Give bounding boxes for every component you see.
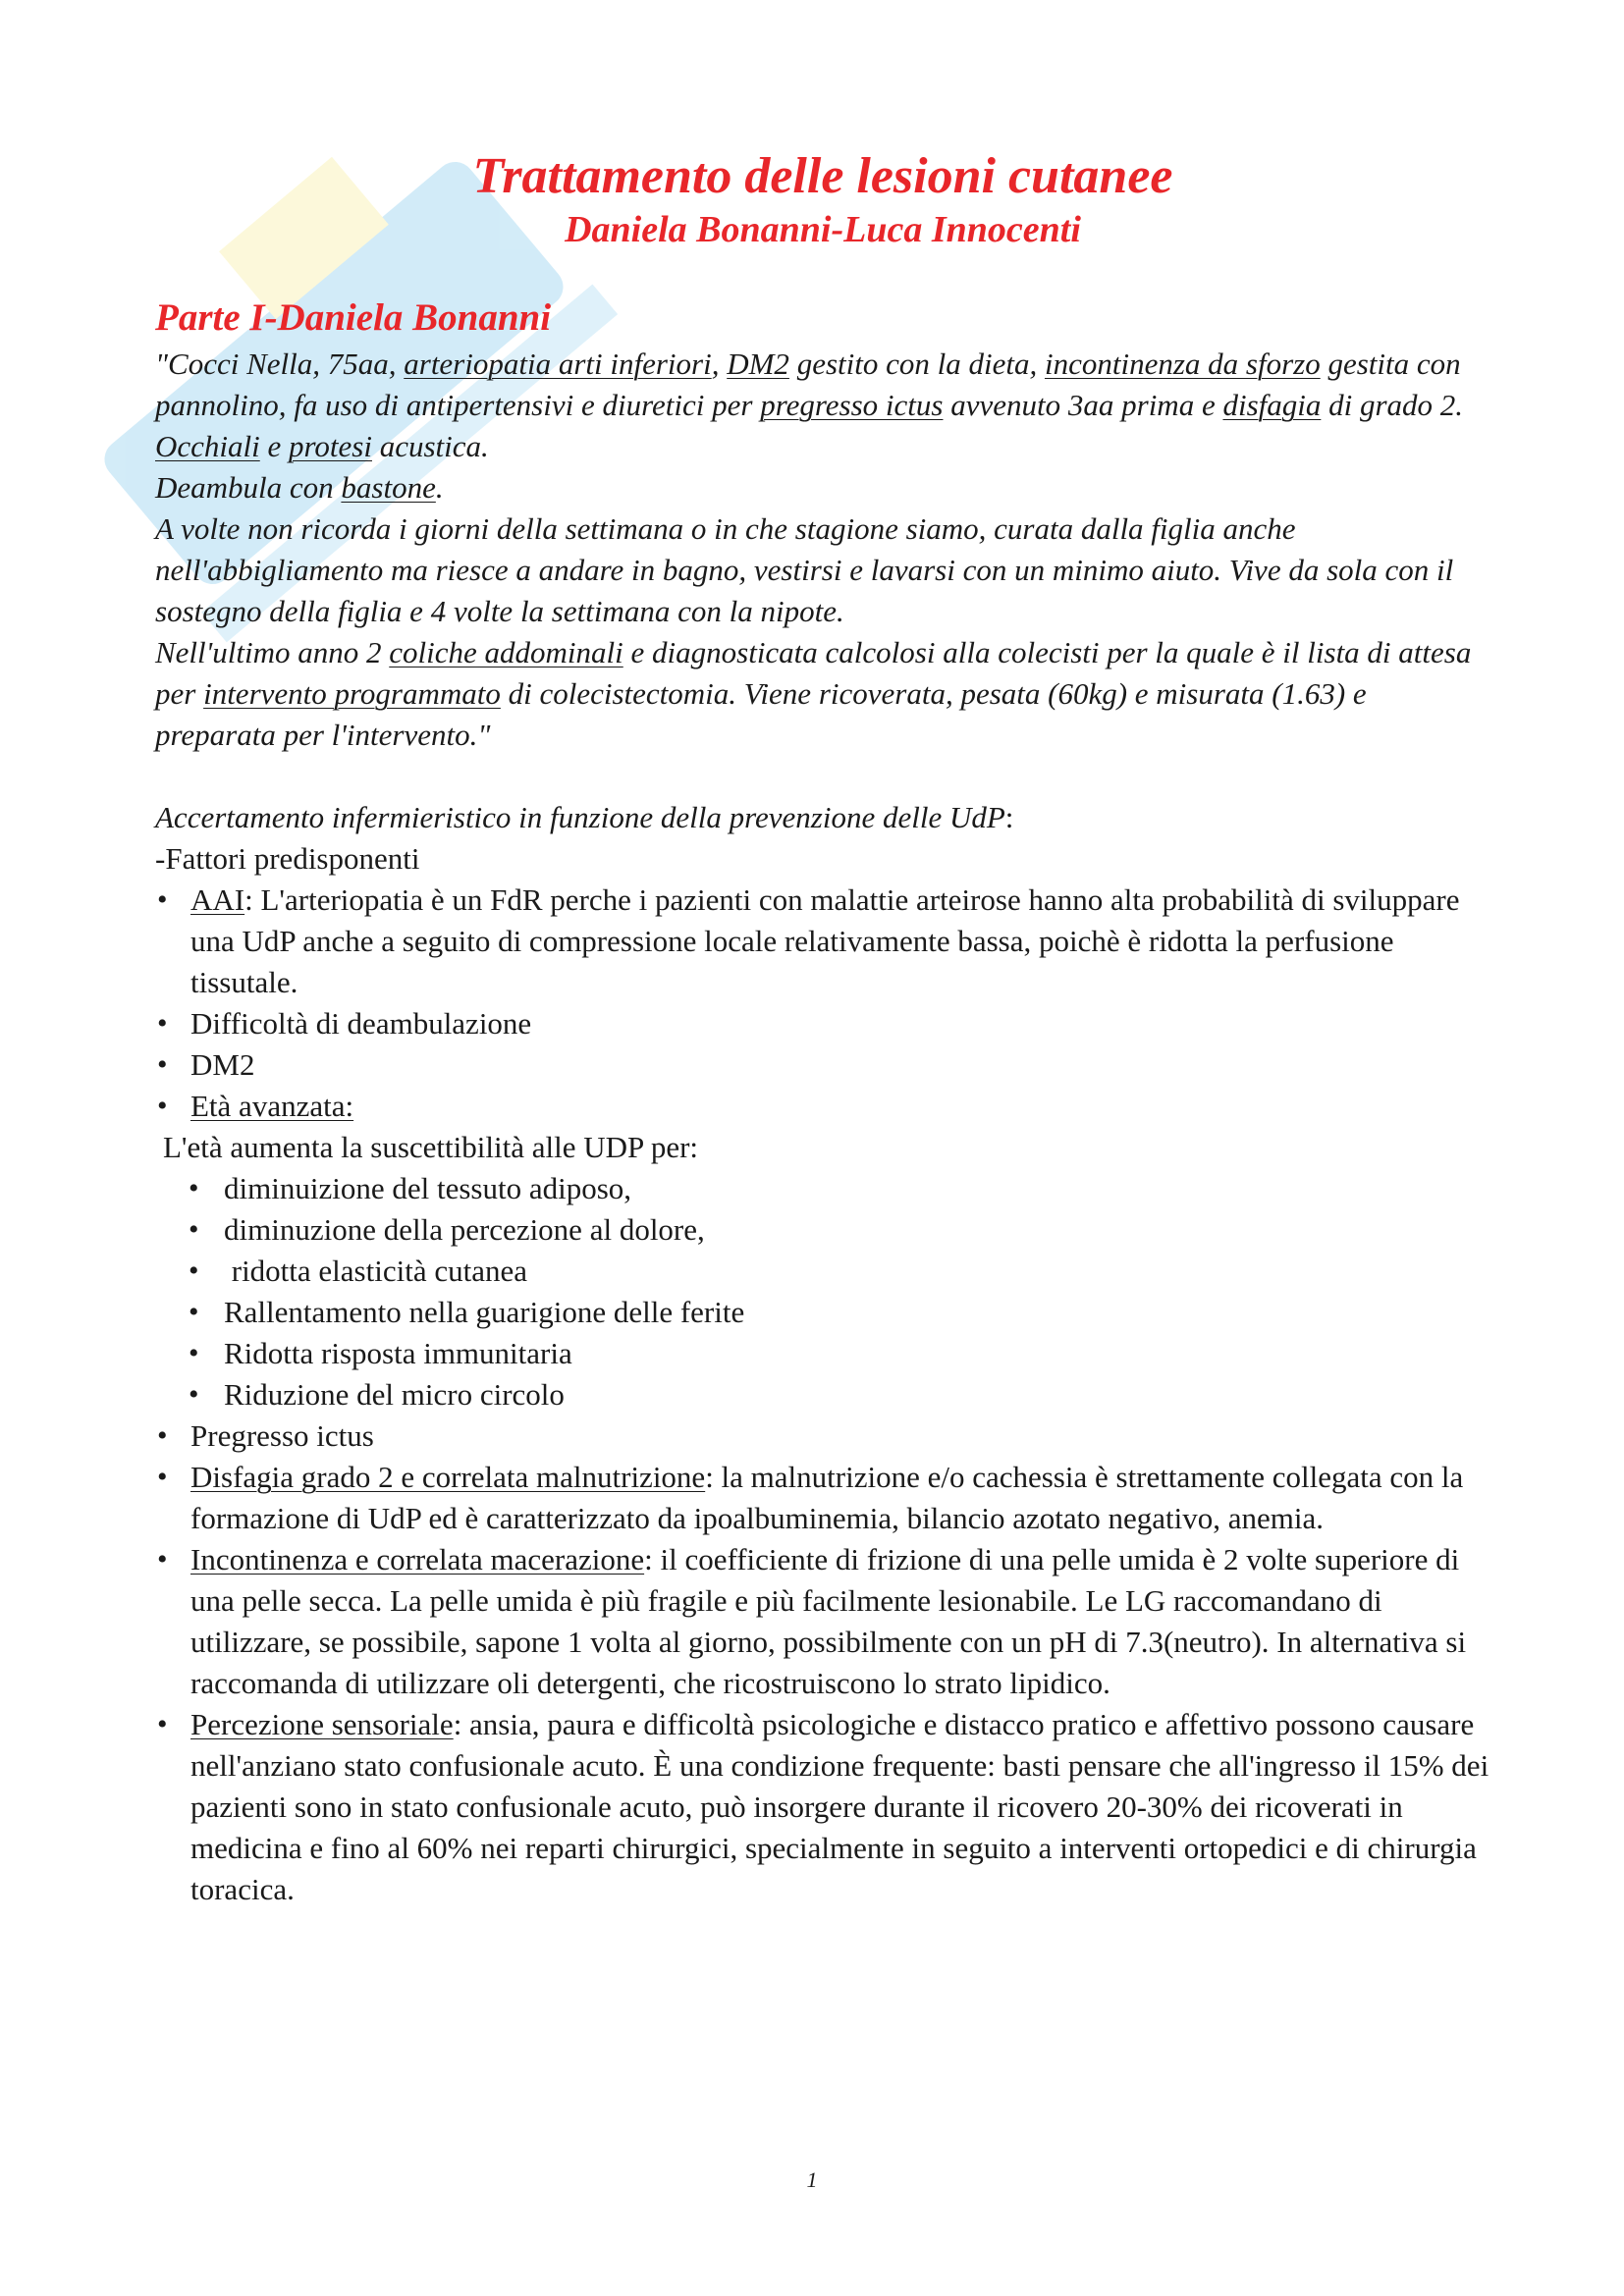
underlined-term: coliche addominali	[389, 635, 623, 669]
list-item: • Riduzione del micro circolo	[224, 1374, 1490, 1415]
document-authors: Daniela Bonanni-Luca Innocenti	[565, 209, 1081, 250]
list-item: • Età avanzata:	[155, 1086, 1490, 1127]
underlined-term: DM2	[727, 347, 789, 381]
risk-factors-list-continued	[155, 1415, 1490, 1910]
underlined-term: disfagia	[1222, 388, 1322, 422]
case-description	[155, 344, 1490, 756]
risk-factors-list	[155, 880, 1490, 1127]
underlined-term: bastone	[341, 470, 436, 505]
underlined-term: Occhiali	[155, 429, 260, 463]
underlined-term: pregresso ictus	[760, 388, 944, 422]
factors-heading: -Fattori predisponenti	[155, 841, 420, 876]
underlined-term: intervento programmato	[203, 676, 501, 711]
list-item: • diminuzione della percezione al dolore,	[224, 1209, 1490, 1251]
list-item: • AAI: L'arteriopatia è un FdR perche i pazienti con malattie arteirose hanno alta probabilità di sviluppare una UdP anche a seguito di compressione locale relativamente bassa, poichè è ridotta la perfusione tissutale.	[155, 880, 1490, 1003]
underlined-term: protesi	[289, 429, 372, 463]
list-item: • Ridotta risposta immunitaria	[224, 1333, 1490, 1374]
case-paragraph: A volte non ricorda i giorni della settimana o in che stagione siamo, curata dalla figlia anche nell'abbigliamento ma riesce a andare in bagno, vestirsi e lavarsi con un minimo aiuto. Vive da sola con il sostegno della figlia e 4 volte la settimana con la nipote.	[155, 511, 1454, 628]
list-item: • Rallentamento nella guarigione delle ferite	[224, 1292, 1490, 1333]
document-page	[155, 147, 1490, 1910]
list-item: • Percezione sensoriale: ansia, paura e difficoltà psicologiche e distacco pratico e affettivo possono causare nell'anziano stato confusionale acuto. È una condizione frequente: basti pensare che all'ingresso il 15% dei pazienti sono in stato confusionale acuto, può insorgere durante il ricovero 20-30% dei ricoverati in medicina e fino al 60% nei reparti chirurgici, specialmente in seguito a interventi ortopedici e di chirurgia toracica.	[155, 1704, 1490, 1910]
case-line: Deambula con bastone.	[155, 470, 444, 505]
list-item: • Difficoltà di deambulazione	[155, 1003, 1490, 1044]
assessment-intro: Accertamento infermieristico in funzione della prevenzione delle UdP:	[155, 800, 1014, 834]
underlined-term: incontinenza da sforzo	[1044, 347, 1321, 381]
age-intro: L'età aumenta la suscettibilità alle UDP per:	[163, 1130, 699, 1164]
document-title: Trattamento delle lesioni cutanee	[472, 148, 1173, 204]
list-item: • Pregresso ictus	[155, 1415, 1490, 1457]
section-heading-part1: Parte I-Daniela Bonanni	[155, 296, 552, 339]
list-item: • Disfagia grado 2 e correlata malnutrizione: la malnutrizione e/o cachessia è strettamente collegata con la formazione di UdP ed è caratterizzato da ipoalbuminemia, bilancio azotato negativo, anemia.	[155, 1457, 1490, 1539]
underlined-term: arteriopatia arti inferiori	[404, 347, 712, 381]
case-line: "Cocci Nella, 75aa, arteriopatia arti inferiori, DM2 gestito con la dieta, incontinenza da sforzo gestita con pannolino, fa uso di antipertensivi e diuretici per pregresso ictus avvenuto 3aa prima e disfagia di grado 2.	[155, 347, 1464, 422]
list-item: • Incontinenza e correlata macerazione: il coefficiente di frizione di una pelle umida è 2 volte superiore di una pelle secca. La pelle umida è più fragile e più facilmente lesionabile. Le LG raccomandano di utilizzare, se possibile, sapone 1 volta al giorno, possibilmente con un pH di 7.3(neutro). In alternativa si raccomanda di utilizzare oli detergenti, che ricostruiscono lo strato lipidico.	[155, 1539, 1490, 1704]
list-item: • diminuizione del tessuto adiposo,	[224, 1168, 1490, 1209]
list-item: • DM2	[155, 1044, 1490, 1086]
case-paragraph: Nell'ultimo anno 2 coliche addominali e diagnosticata calcolosi alla colecisti per la quale è il lista di attesa per intervento programmato di colecistectomia. Viene ricoverata, pesata (60kg) e misurata (1.63) e preparata per l'intervento."	[155, 635, 1472, 752]
page-number: 1	[806, 2167, 818, 2192]
list-item: • ridotta elasticità cutanea	[224, 1251, 1490, 1292]
case-line: Occhiali e protesi acustica.	[155, 429, 489, 463]
age-factors-list	[155, 1168, 1490, 1415]
